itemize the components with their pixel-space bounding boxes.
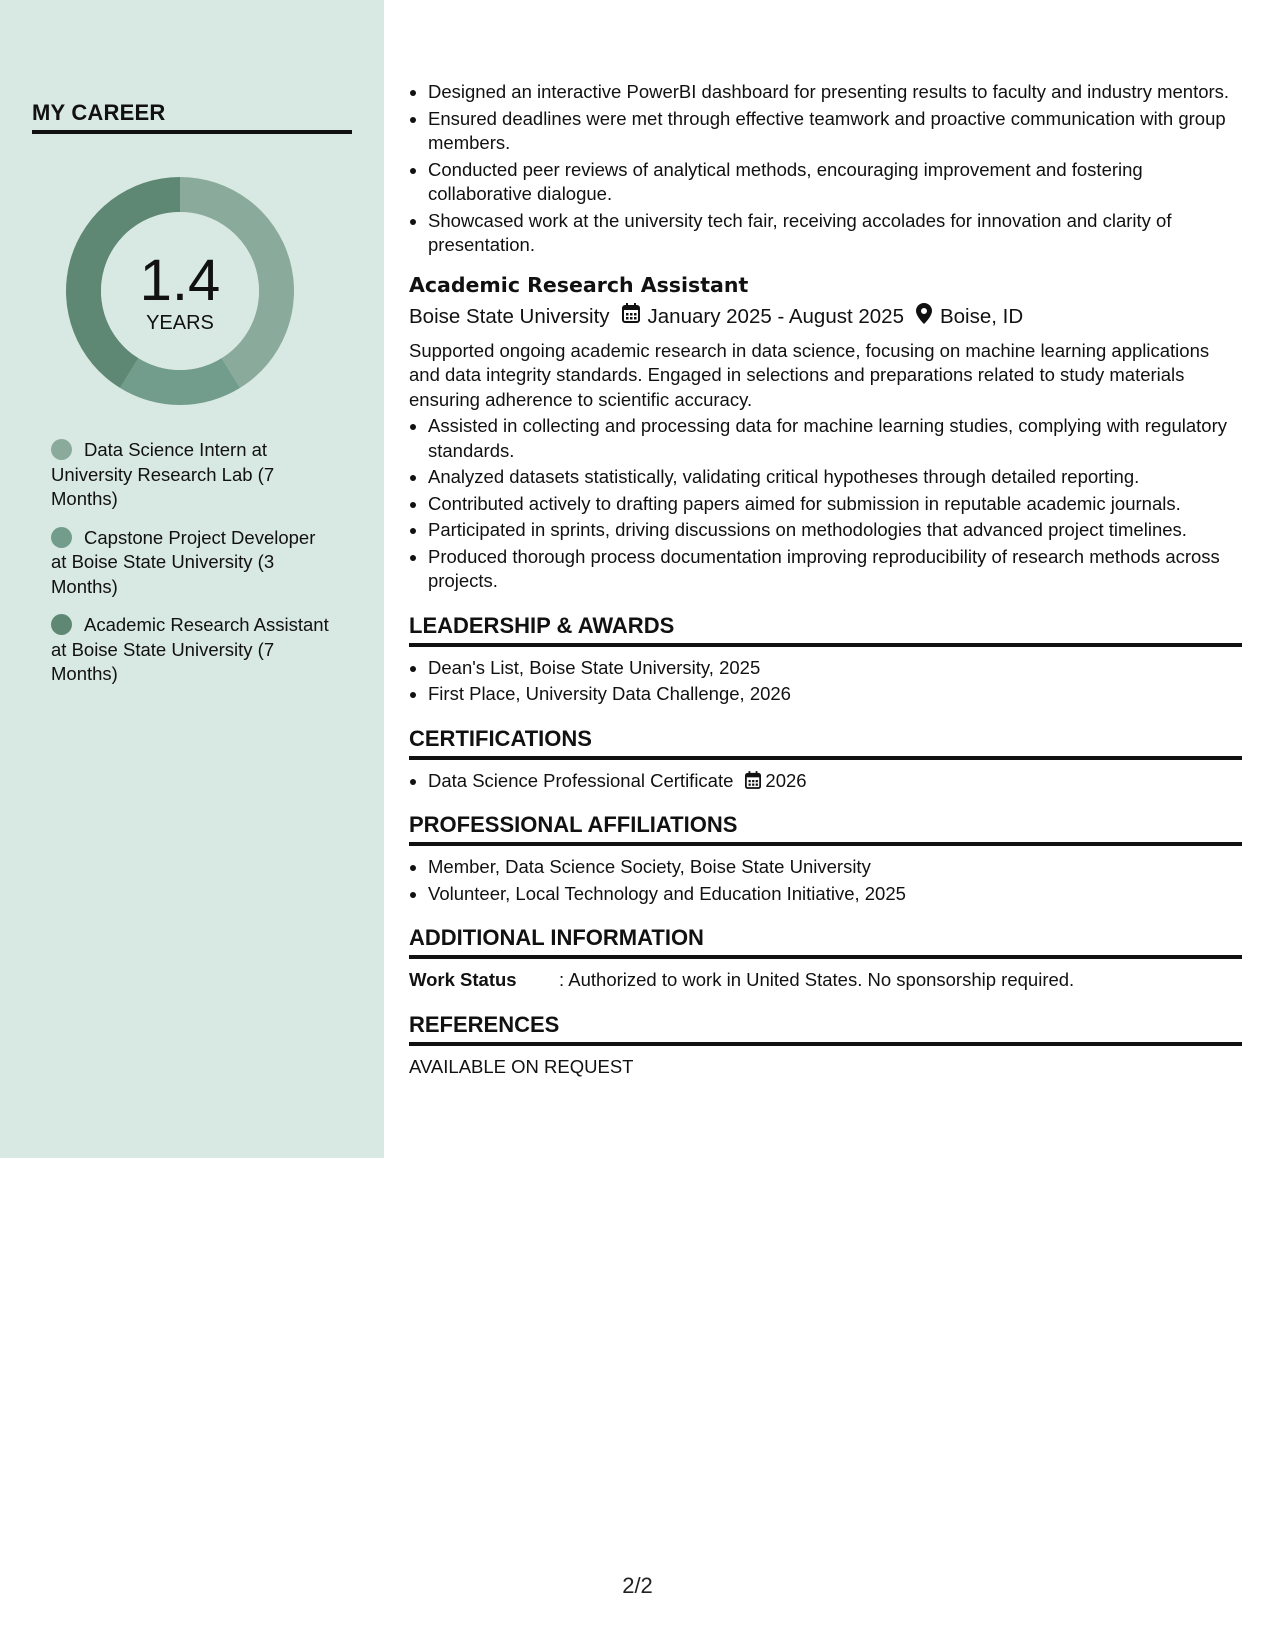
sidebar [0, 0, 384, 1158]
calendar-icon [622, 303, 640, 330]
location-pin-icon [916, 303, 932, 331]
bullet-item: • Ensured deadlines were met through effective teamwork and proactive communication with group members. [428, 107, 1242, 156]
career-heading: MY CAREER [32, 98, 352, 134]
page-number: 2/2 [622, 1573, 653, 1598]
bullet-item: • Contributed actively to drafting papers aimed for submission in reputable academic journals. [428, 492, 1242, 517]
legend-item [51, 613, 331, 687]
legend-label: Data Science Intern at University Research Lab (7 Months) [51, 439, 275, 509]
affiliation-item: • Volunteer, Local Technology and Education Initiative, 2025 [428, 882, 1242, 907]
job-bullets [409, 414, 1242, 594]
certification-year: 2026 [765, 769, 807, 791]
legend-dot [51, 614, 72, 635]
work-status-row [409, 968, 1242, 993]
legend-label: Academic Research Assistant at Boise State University (7 Months) [51, 614, 329, 684]
job-dates: January 2025 - August 2025 [647, 304, 904, 328]
donut-center [66, 177, 294, 405]
affiliations-heading: PROFESSIONAL AFFILIATIONS [409, 811, 1242, 846]
award-item: • Dean's List, Boise State University, 2025 [428, 656, 1242, 681]
job-location: Boise, ID [939, 304, 1024, 328]
job-description: Supported ongoing academic research in data science, focusing on machine learning applications and data integrity standards. Engaged in selections and preparations related to study materials ensuring adherence to scientific accuracy. [409, 339, 1210, 410]
legend-dot [51, 527, 72, 548]
career-legend [51, 438, 331, 701]
awards-list [409, 656, 1242, 707]
legend-item [51, 438, 331, 512]
career-donut-chart [66, 177, 294, 405]
career-years-unit: YEARS [146, 312, 214, 334]
award-item: • First Place, University Data Challenge, 2026 [428, 682, 1242, 707]
affiliation-item: • Member, Data Science Society, Boise State University [428, 855, 1242, 880]
certification-name: Data Science Professional Certificate [428, 769, 734, 791]
bullet-item: • Designed an interactive PowerBI dashboard for presenting results to faculty and industry mentors. [428, 80, 1242, 105]
work-status-value: : Authorized to work in United States. No sponsorship required. [559, 969, 1075, 990]
job-company: Boise State University [409, 304, 610, 328]
bullet-item: • Participated in sprints, driving discussions on methodologies that advanced project timelines. [428, 518, 1242, 543]
affiliations-list [409, 855, 1242, 906]
bullet-item: • Produced thorough process documentation improving reproducibility of research methods across projects. [428, 545, 1242, 594]
main-content [409, 80, 1242, 1079]
references-heading: REFERENCES [409, 1011, 1242, 1046]
additional-info-heading: ADDITIONAL INFORMATION [409, 924, 1242, 959]
certifications-list [409, 769, 1242, 794]
bullet-item: • Conducted peer reviews of analytical methods, encouraging improvement and fostering collaborative dialogue. [428, 158, 1242, 207]
legend-item [51, 526, 331, 600]
legend-label: Capstone Project Developer at Boise State University (3 Months) [51, 526, 316, 597]
calendar-icon [733, 770, 765, 791]
bullet-item: • Showcased work at the university tech fair, receiving accolades for innovation and clarity of presentation. [428, 209, 1242, 258]
references-text: AVAILABLE ON REQUEST [409, 1055, 634, 1077]
work-status-label: Work Status [409, 969, 517, 990]
certifications-heading: CERTIFICATIONS [409, 725, 1242, 760]
legend-dot [51, 439, 72, 460]
career-years-value: 1.4 [139, 248, 221, 313]
awards-heading: LEADERSHIP & AWARDS [409, 612, 1242, 647]
bullet-item: • Analyzed datasets statistically, validating critical hypotheses through detailed reporting. [428, 465, 1242, 490]
previous-job-bullets [409, 80, 1242, 258]
job-title: Academic Research Assistant [409, 272, 749, 297]
bullet-item: • Assisted in collecting and processing data for machine learning studies, complying with regulatory standards. [428, 414, 1242, 463]
certification-item [428, 769, 1242, 794]
job-meta [409, 303, 1242, 331]
